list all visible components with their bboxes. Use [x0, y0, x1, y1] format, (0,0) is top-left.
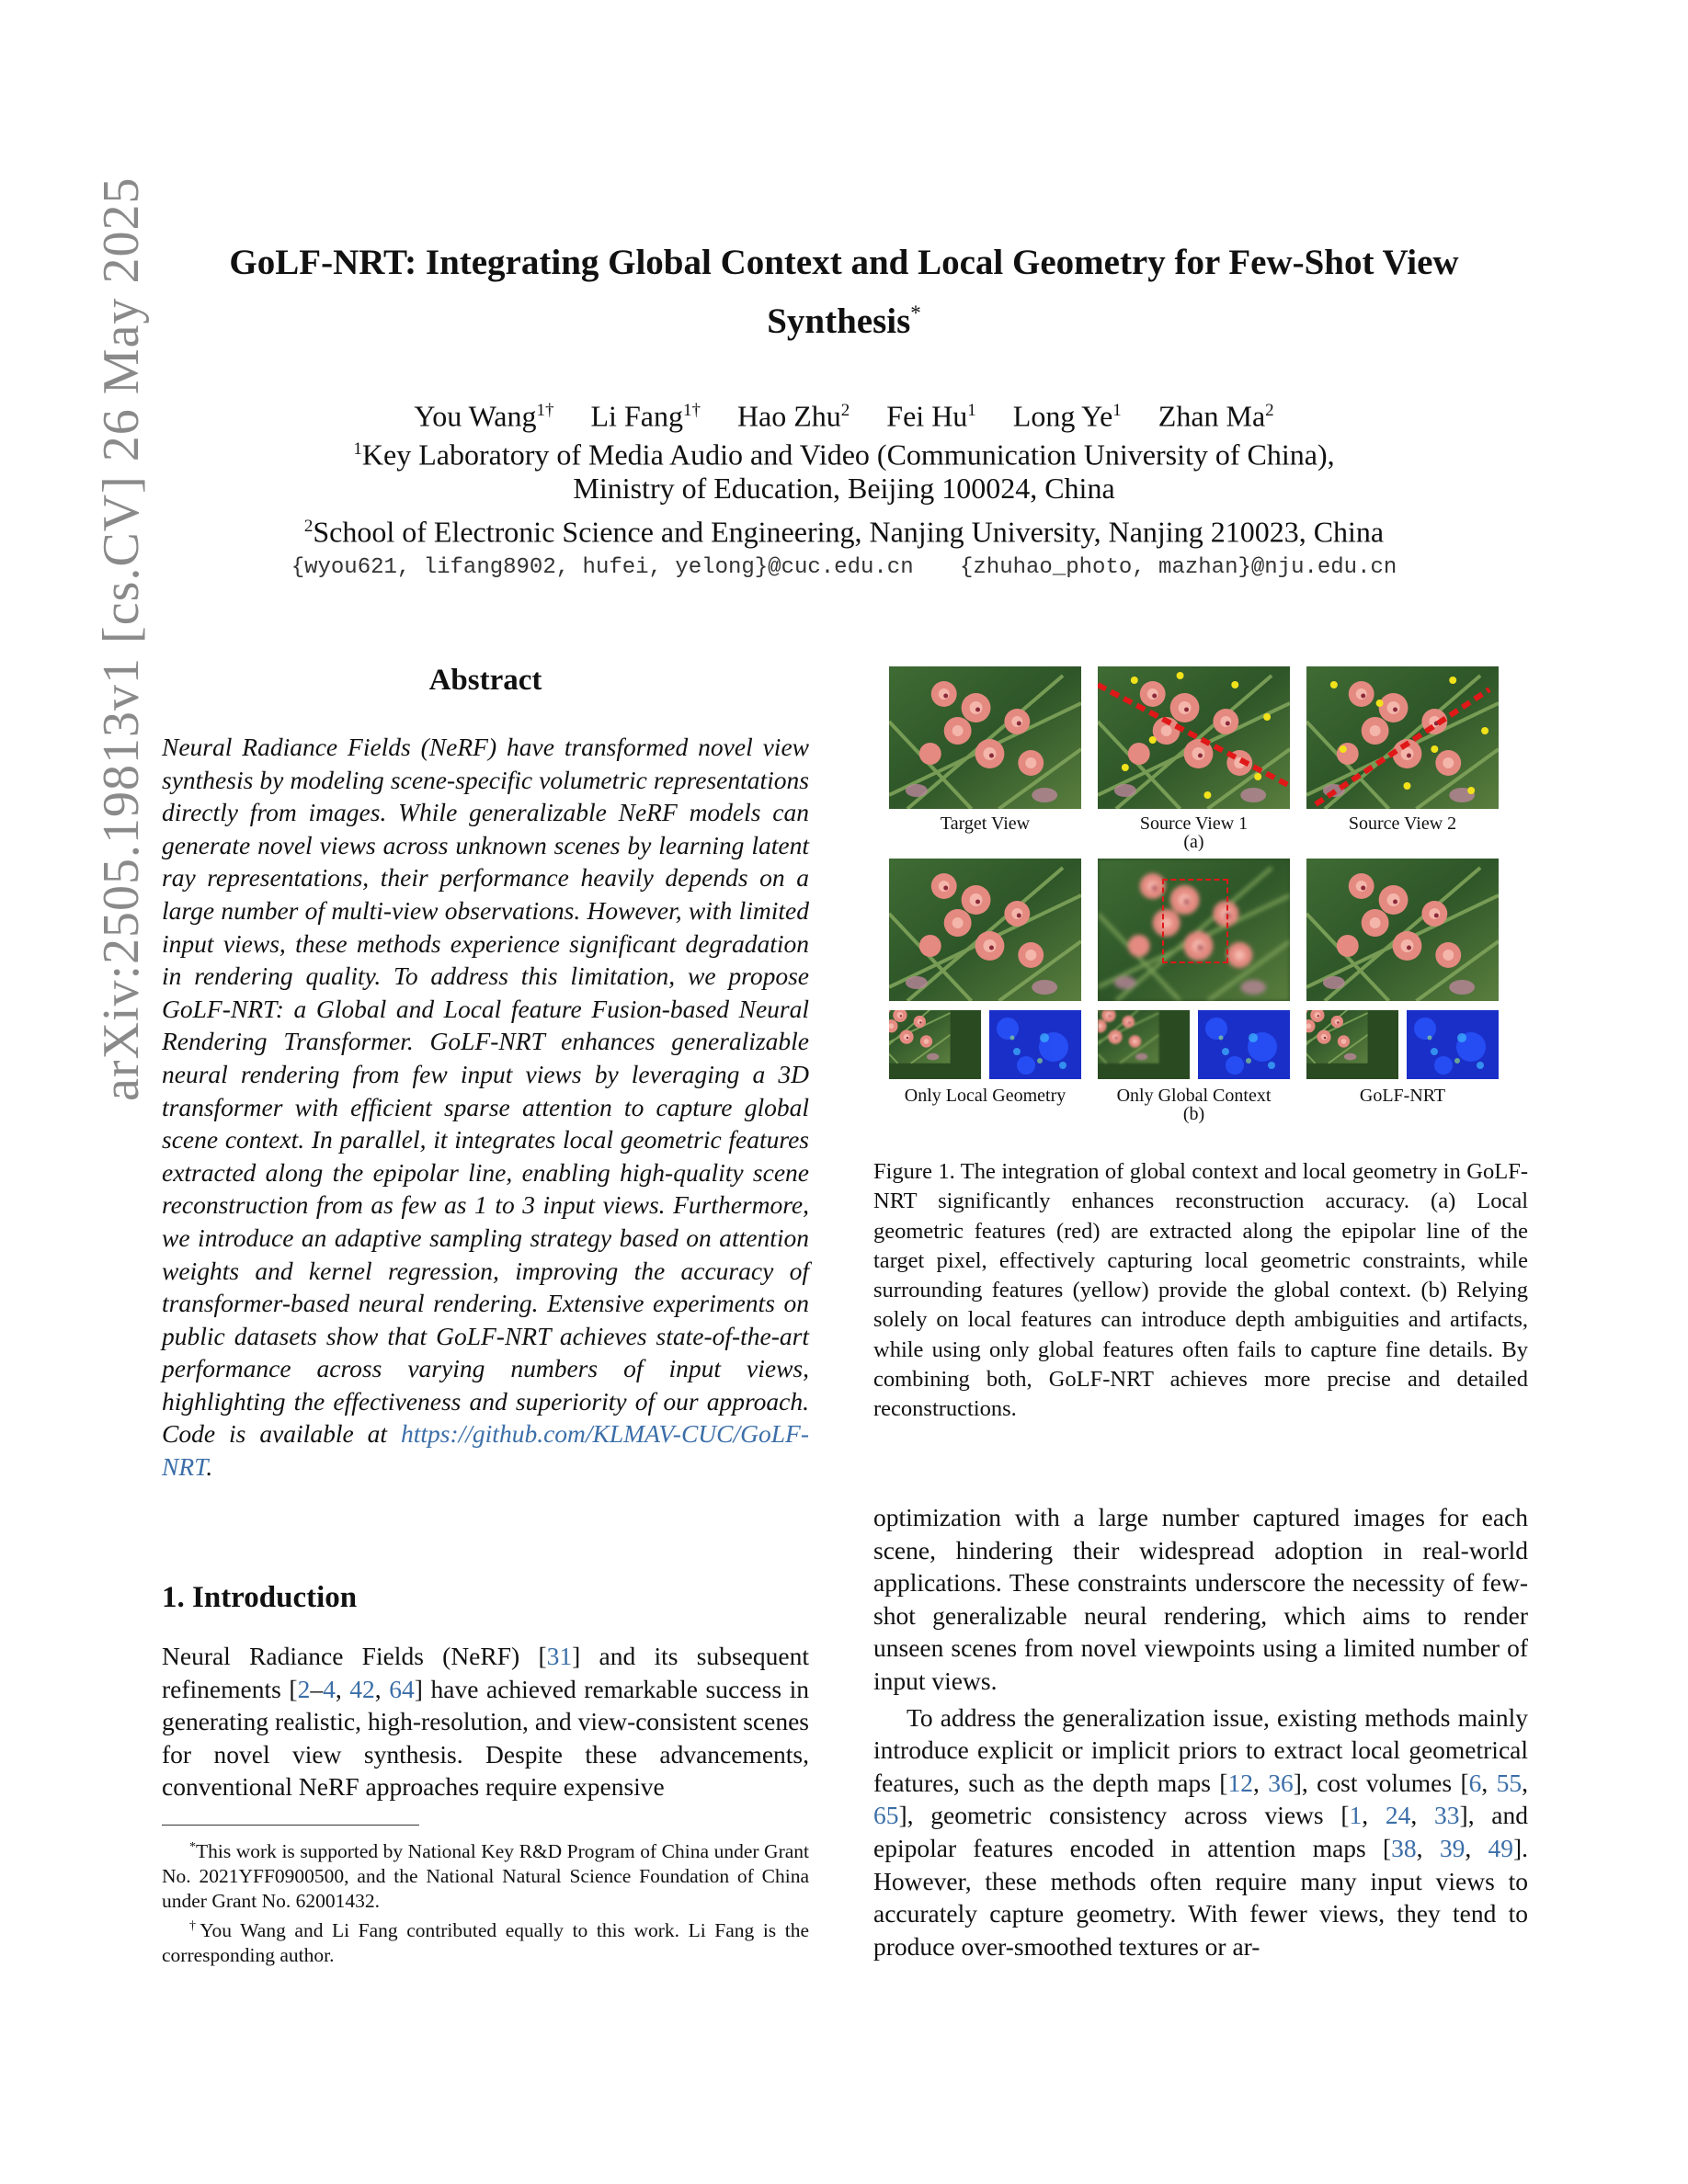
affiliation-1: $^1$Key Laboratory of Media Audio and Video (Communication University of China),: [353, 438, 1335, 472]
source-view-1-image: [1098, 666, 1290, 809]
abstract-heading: Abstract: [428, 664, 542, 697]
citation-link[interactable]: 42: [349, 1674, 375, 1703]
citation-link[interactable]: 4: [323, 1674, 336, 1703]
title-footnote-mark: *: [910, 301, 921, 324]
citation-link[interactable]: 1: [1349, 1801, 1363, 1830]
local-geometry-error-map: [989, 1010, 1081, 1079]
citation-link[interactable]: 55: [1496, 1768, 1523, 1797]
citation-link[interactable]: 38: [1391, 1833, 1417, 1862]
only-local-geometry-image: [889, 859, 1081, 1001]
affiliation-2: $^2$School of Electronic Science and Engineering, Nanjing University, Nanjing 210023, China: [303, 515, 1385, 549]
citation-link[interactable]: 24: [1385, 1801, 1411, 1830]
affiliation-1-cont: Ministry of Education, Beijing 100024, China: [573, 472, 1115, 505]
label-target-view: Target View: [940, 813, 1031, 834]
citation-link[interactable]: 65: [873, 1801, 899, 1830]
citation-link[interactable]: 6: [1468, 1768, 1482, 1797]
citation-link[interactable]: 36: [1268, 1768, 1294, 1797]
author: Fei Hu$^1$: [886, 399, 976, 433]
author-list: [138, 392, 1550, 436]
code-link[interactable]: https://github.com/KLMAV-CUC/GoLF-NRT: [162, 1419, 809, 1482]
subfigure-label-b: (b): [1182, 1104, 1205, 1124]
intro-paragraph: Neural Radiance Fields (NeRF) [31] and its subsequent refinements [2–4, 42, 64] have achieved remarkable success in generating realistic, high-resolution, and view-consistent scenes for novel view synthesis. Despite these advancements, conventional NeRF approaches require expensive: [162, 1642, 810, 1802]
author: You Wang$^{1\dagger}$: [414, 399, 554, 433]
global-context-crop: [1098, 1010, 1190, 1079]
label-only-global-context: Only Global Context: [1116, 1086, 1272, 1106]
citation-link[interactable]: 12: [1227, 1768, 1253, 1797]
label-golf-nrt: GoLF-NRT: [1359, 1086, 1446, 1106]
global-context-error-map: [1198, 1010, 1290, 1079]
label-only-local-geometry: Only Local Geometry: [904, 1086, 1066, 1106]
citation-link[interactable]: 33: [1434, 1801, 1460, 1830]
footnotes: [162, 1835, 809, 1968]
author-emails: [138, 555, 1550, 580]
golf-nrt-error-map: [1407, 1010, 1499, 1079]
target-view-image: [889, 666, 1081, 809]
title-line-1: GoLF-NRT: Integrating Global Context and Local Geometry for Few-Shot View: [229, 243, 1459, 282]
only-global-context-image: [1098, 859, 1290, 1001]
subfigure-label-a: (a): [1183, 832, 1204, 852]
citation-link[interactable]: 49: [1488, 1833, 1513, 1862]
abstract-text: Neural Radiance Fields (NeRF) have transformed novel view synthesis by modeling scene-specific volumetric representations directly from images. While generalizable NeRF models can generate novel views across unknown scenes by learning latent ray representations, their performance heavily depends on a large number of multi-view observations. However, with limited input views, these methods experience significant degradation in rendering quality. To address this limitation, we propose GoLF-NRT: a Global and Local feature Fusion-based Neural Rendering Transformer. GoLF-NRT enhances generalizable neural rendering from few input views by leveraging a 3D transformer with efficient sparse attention to capture global scene context. In parallel, it integrates local geometric features extracted along the epipolar line, enabling high-quality scene reconstruction from as few as 1 to 3 input views. Furthermore, we introduce an adaptive sampling strategy based on attention weights and kernel regression, improving the accuracy of transformer-based neural rendering. Extensive experiments on public datasets show that GoLF-NRT achieves state-of-the-art performance across varying numbers of input views, highlighting the effectiveness and superiority of our approach. Code is available at: [162, 733, 809, 1449]
body-paragraph: To address the generalization issue, existing methods mainly introduce explicit or implicit priors to extract local geometrical features, such as the depth maps [12, 36], cost volumes [6, 55, 65], geometric consistency across views [1, 24, 33], and epipolar features encoded in attention maps [38, 39, 49]. However, these methods often require many input views to accurately capture geometry. With fewer views, they tend to produce over-smoothed textures or ar-: [873, 1702, 1529, 1961]
source-view-2-image: [1306, 666, 1499, 809]
arxiv-side-stamp: arXiv:2505.19813v1 [cs.CV] 26 May 2025: [93, 176, 150, 1101]
author: Zhan Ma$^2$: [1158, 399, 1274, 433]
label-source-view-2: Source View 2: [1348, 813, 1457, 834]
label-source-view-1: Source View 1: [1139, 813, 1249, 834]
golf-nrt-image: [1306, 859, 1499, 1001]
citation-link[interactable]: 64: [389, 1674, 415, 1703]
section-heading-introduction: 1. Introduction: [162, 1581, 358, 1614]
citation-link[interactable]: 2: [297, 1674, 311, 1703]
citation-link[interactable]: 31: [546, 1642, 573, 1670]
citation-link[interactable]: 39: [1439, 1833, 1466, 1862]
abstract-body: Neural Radiance Fields (NeRF) have transformed novel view synthesis by modeling scene-specific volumetric representations directly from images. While generalizable NeRF models can generate novel views across unknown scenes by learning latent ray representations, their performance heavily depends on a large number of multi-view observations. However, with limited input views, these methods experience significant degradation in rendering quality. To address this limitation, we propose GoLF-NRT: a Global and Local feature Fusion-based Neural Rendering Transformer. GoLF-NRT enhances generalizable neural rendering from few input views by leveraging a 3D transformer with efficient sparse attention to capture global scene context. In parallel, it integrates local geometric features extracted along the epipolar line, enabling high-quality scene reconstruction from as few as 1 to 3 input views. Furthermore, we introduce an adaptive sampling strategy based on attention weights and kernel regression, improving the accuracy of transformer-based neural rendering. Extensive experiments on public datasets show that GoLF-NRT achieves state-of-the-art performance across varying numbers of input views, highlighting the effectiveness and superiority of our approach. Code is available at https://github.com/KLMAV-CUC/GoLF-NRT.: [162, 733, 809, 1482]
figure-caption: Figure 1. The integration of global context and local geometry in GoLF-NRT significantly enhances reconstruction accuracy. (a) Local geometric features (red) are extracted along the epipolar line of the target pixel, effectively capturing local geometric constraints, while surrounding features (yellow) provide the global context. (b) Relying solely on local features can introduce depth ambiguities and artifacts, while using only global features often fails to capture fine details. By combining both, GoLF-NRT achieves more precise and detailed reconstructions.: [873, 1159, 1528, 1422]
author: Li Fang$^{1\dagger}$: [590, 399, 701, 433]
title-line-2: Synthesis: [767, 301, 911, 341]
author: Long Ye$^1$: [1012, 399, 1122, 433]
author: Hao Zhu$^2$: [736, 399, 850, 433]
email-nju: {zhuhao_photo, mazhan}@nju.edu.cn: [960, 555, 1397, 580]
footnote-funding: *This work is supported by National Key R&D Program of China under Grant No. 2021YFF0900500, and the National Natural Science Foundation of China under Grant No. 62001432.: [162, 1840, 809, 1913]
body-paragraph: optimization with a large number captured images for each scene, hindering their widespread adoption in real-world applications. These constraints underscore the necessity of few-shot generalizable neural rendering, which aims to render unseen scenes from novel viewpoints using a limited number of input views.: [873, 1503, 1528, 1695]
email-cuc: {wyou621, lifang8902, hufei, yelong}@cuc.edu.cn: [291, 555, 914, 580]
local-geometry-crop: [889, 1010, 981, 1079]
right-column-text: [873, 1501, 1528, 1962]
footnote-equal-contribution: †You Wang and Li Fang contributed equally to this work. Li Fang is the corresponding author.: [162, 1919, 809, 1967]
footnote-rule: [162, 1825, 419, 1826]
golf-nrt-crop: [1306, 1010, 1398, 1079]
paper-title: [138, 237, 1550, 347]
